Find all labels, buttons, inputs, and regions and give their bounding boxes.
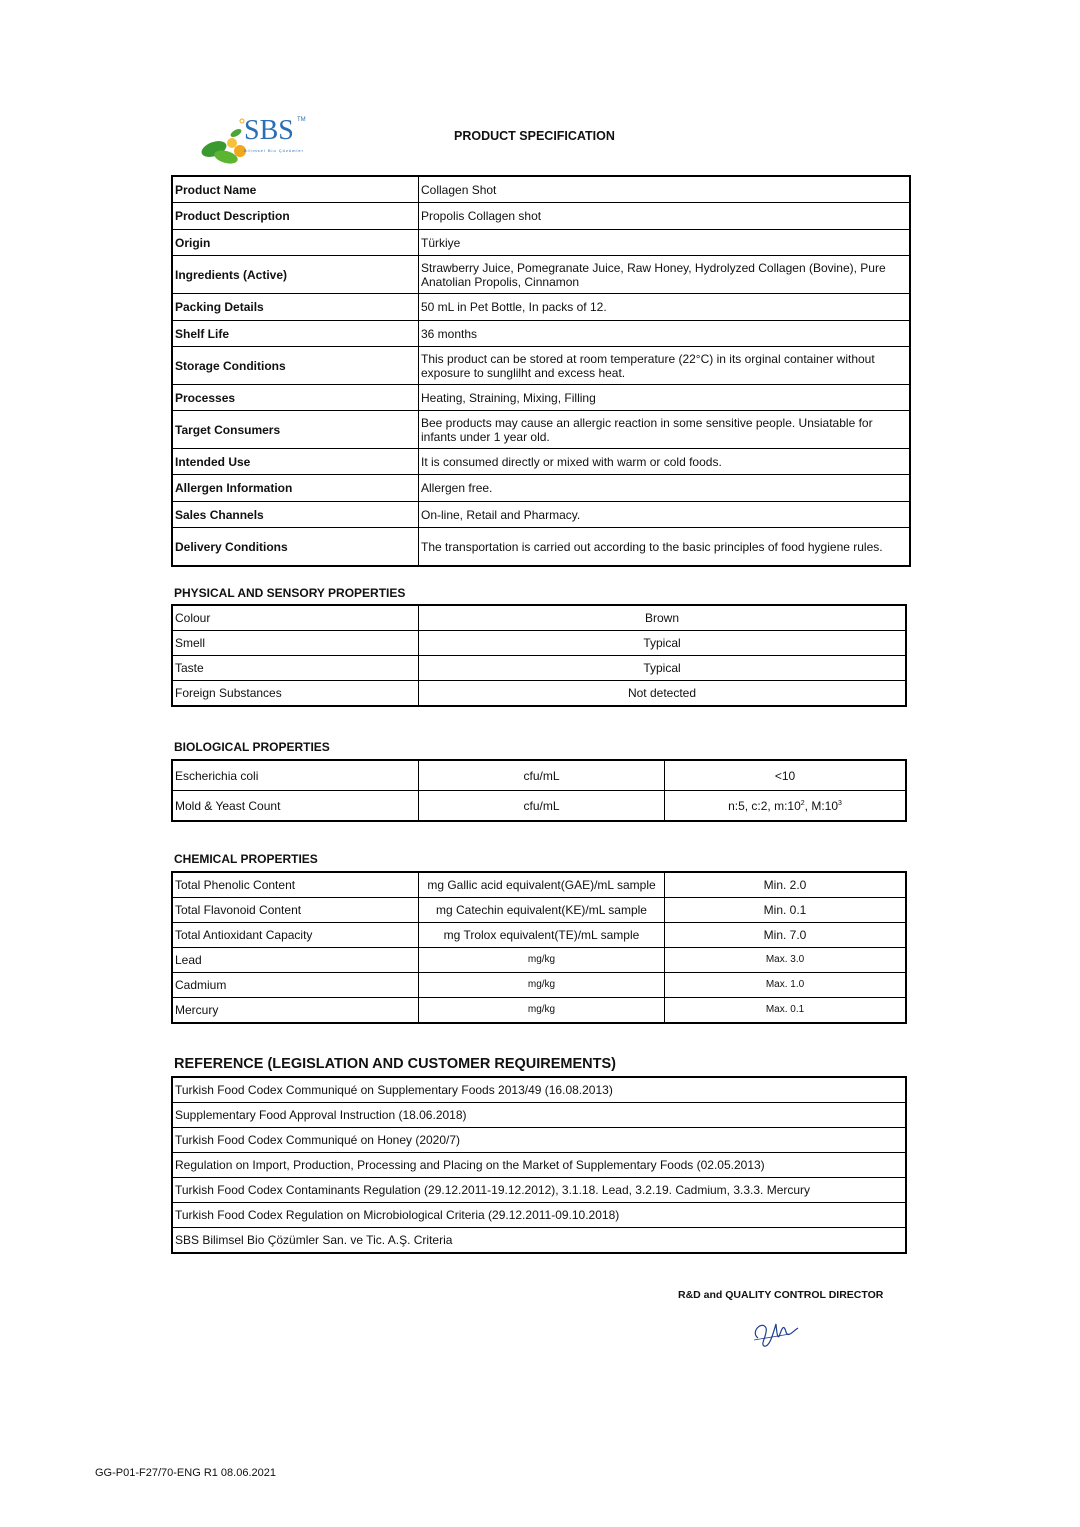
table-row xyxy=(172,681,906,707)
chemical-unit: mg/kg xyxy=(419,998,665,1024)
signature-icon xyxy=(740,1310,810,1356)
spec-value: Strawberry Juice, Pomegranate Juice, Raw Honey, Hydrolyzed Collagen (Bovine), Pure Anatolian Propolis, Cinnamon xyxy=(419,256,911,294)
table-row xyxy=(172,1103,906,1128)
chemical-value: Min. 2.0 xyxy=(665,872,907,898)
signature xyxy=(740,1310,810,1356)
table-row xyxy=(172,656,906,681)
spec-value: It is consumed directly or mixed with warm or cold foods. xyxy=(419,449,911,475)
table-row xyxy=(172,1128,906,1153)
mold-exp-a: 2 xyxy=(800,799,805,807)
specification-table xyxy=(171,175,911,567)
physical-value: Typical xyxy=(419,631,907,656)
reference-heading: REFERENCE (LEGISLATION AND CUSTOMER REQUIREMENTS) xyxy=(174,1056,616,1072)
reference-item: Supplementary Food Approval Instruction (18.06.2018) xyxy=(172,1103,906,1128)
chemical-label: Mercury xyxy=(172,998,419,1024)
spec-label: Processes xyxy=(172,385,419,411)
reference-item: Regulation on Import, Production, Processing and Placing on the Market of Supplementary Foods (02.05.2013) xyxy=(172,1153,906,1178)
bio-value xyxy=(665,791,907,822)
logo-subtitle: Bilimsel Bio Çözümler xyxy=(244,148,304,153)
physical-value: Typical xyxy=(419,656,907,681)
physical-label: Taste xyxy=(172,656,419,681)
table-row xyxy=(172,631,906,656)
table-row xyxy=(172,872,906,898)
physical-heading: PHYSICAL AND SENSORY PROPERTIES xyxy=(174,586,406,600)
bio-value: <10 xyxy=(665,760,907,791)
chemical-label: Total Flavonoid Content xyxy=(172,898,419,923)
table-row xyxy=(172,605,906,631)
spec-label: Intended Use xyxy=(172,449,419,475)
table-row xyxy=(172,176,910,203)
spec-value: 36 months xyxy=(419,321,911,347)
spec-label: Delivery Conditions xyxy=(172,528,419,567)
spec-label: Storage Conditions xyxy=(172,347,419,385)
physical-label: Foreign Substances xyxy=(172,681,419,707)
logo-text: SBS xyxy=(244,115,294,146)
chemical-unit: mg Trolox equivalent(TE)/mL sample xyxy=(419,923,665,948)
reference-item: Turkish Food Codex Communiqué on Honey (2020/7) xyxy=(172,1128,906,1153)
table-row xyxy=(172,898,906,923)
table-row xyxy=(172,1203,906,1228)
spec-value: Collagen Shot xyxy=(419,176,911,203)
spec-value: Türkiye xyxy=(419,230,911,256)
spec-label: Product Description xyxy=(172,203,419,230)
bio-unit: cfu/mL xyxy=(419,791,665,822)
table-row xyxy=(172,256,910,294)
reference-item: Turkish Food Codex Communiqué on Supplementary Foods 2013/49 (16.08.2013) xyxy=(172,1077,906,1103)
physical-value: Brown xyxy=(419,605,907,631)
table-row xyxy=(172,475,910,502)
table-row xyxy=(172,385,910,411)
chemical-unit: mg Catechin equivalent(KE)/mL sample xyxy=(419,898,665,923)
spec-label: Packing Details xyxy=(172,294,419,321)
spec-label: Product Name xyxy=(172,176,419,203)
spec-value: On-line, Retail and Pharmacy. xyxy=(419,502,911,528)
table-row xyxy=(172,1153,906,1178)
chemical-unit: mg Gallic acid equivalent(GAE)/mL sample xyxy=(419,872,665,898)
logo-trademark: TM xyxy=(297,117,306,123)
spec-value: 50 mL in Pet Bottle, In packs of 12. xyxy=(419,294,911,321)
chemical-label: Total Antioxidant Capacity xyxy=(172,923,419,948)
table-row xyxy=(172,321,910,347)
spec-value: The transportation is carried out according to the basic principles of food hygiene rules. xyxy=(419,528,911,567)
reference-table xyxy=(171,1076,907,1254)
spec-value: This product can be stored at room temperature (22°C) in its orginal container without exposure to sunglilht and excess heat. xyxy=(419,347,911,385)
chemical-value: Min. 0.1 xyxy=(665,898,907,923)
spec-label: Shelf Life xyxy=(172,321,419,347)
table-row xyxy=(172,347,910,385)
table-row xyxy=(172,1178,906,1203)
table-row xyxy=(172,502,910,528)
table-row xyxy=(172,973,906,998)
chemical-unit: mg/kg xyxy=(419,948,665,973)
table-row xyxy=(172,1077,906,1103)
chemical-label: Lead xyxy=(172,948,419,973)
physical-table xyxy=(171,604,907,707)
sbs-logo xyxy=(200,113,310,169)
chemical-value: Max. 1.0 xyxy=(665,973,907,998)
spec-value: Propolis Collagen shot xyxy=(419,203,911,230)
document-code: GG-P01-F27/70-ENG R1 08.06.2021 xyxy=(95,1467,276,1479)
table-row xyxy=(172,230,910,256)
bio-param: Escherichia coli xyxy=(172,760,419,791)
chemical-label: Total Phenolic Content xyxy=(172,872,419,898)
spec-value: Allergen free. xyxy=(419,475,911,502)
chemical-unit: mg/kg xyxy=(419,973,665,998)
spec-label: Origin xyxy=(172,230,419,256)
table-row xyxy=(172,948,906,973)
chemical-heading: CHEMICAL PROPERTIES xyxy=(174,852,318,866)
chemical-value: Min. 7.0 xyxy=(665,923,907,948)
table-row xyxy=(172,923,906,948)
chemical-value: Max. 3.0 xyxy=(665,948,907,973)
spec-label: Target Consumers xyxy=(172,411,419,449)
reference-item: SBS Bilimsel Bio Çözümler San. ve Tic. A.Ş. Criteria xyxy=(172,1228,906,1254)
spec-label: Allergen Information xyxy=(172,475,419,502)
chemical-table xyxy=(171,871,907,1024)
table-row xyxy=(172,1228,906,1254)
biological-table xyxy=(171,759,907,822)
bio-unit: cfu/mL xyxy=(419,760,665,791)
page-title: PRODUCT SPECIFICATION xyxy=(454,129,615,143)
chemical-label: Cadmium xyxy=(172,973,419,998)
reference-item: Turkish Food Codex Regulation on Microbiological Criteria (29.12.2011-09.10.2018) xyxy=(172,1203,906,1228)
table-row xyxy=(172,294,910,321)
physical-label: Colour xyxy=(172,605,419,631)
director-title: R&D and QUALITY CONTROL DIRECTOR xyxy=(678,1289,884,1301)
table-row xyxy=(172,791,906,822)
table-row xyxy=(172,528,910,567)
spec-label: Ingredients (Active) xyxy=(172,256,419,294)
table-row xyxy=(172,411,910,449)
reference-item: Turkish Food Codex Contaminants Regulation (29.12.2011-19.12.2012), 3.1.18. Lead, 3.2.19. Cadmium, 3.3.3. Mercury xyxy=(172,1178,906,1203)
physical-label: Smell xyxy=(172,631,419,656)
table-row xyxy=(172,203,910,230)
physical-value: Not detected xyxy=(419,681,907,707)
table-row xyxy=(172,449,910,475)
table-row xyxy=(172,760,906,791)
mold-value-b: , M:10 xyxy=(804,798,839,813)
spec-value: Heating, Straining, Mixing, Filling xyxy=(419,385,911,411)
table-row xyxy=(172,998,906,1024)
bio-param: Mold & Yeast Count xyxy=(172,791,419,822)
spec-label: Sales Channels xyxy=(172,502,419,528)
spec-value: Bee products may cause an allergic reaction in some sensitive people. Unsiatable for infants under 1 year old. xyxy=(419,411,911,449)
mold-exp-b: 3 xyxy=(838,799,842,807)
chemical-value: Max. 0.1 xyxy=(665,998,907,1024)
biological-heading: BIOLOGICAL PROPERTIES xyxy=(174,740,330,754)
mold-value-a: n:5, c:2, m:10 xyxy=(728,798,801,813)
